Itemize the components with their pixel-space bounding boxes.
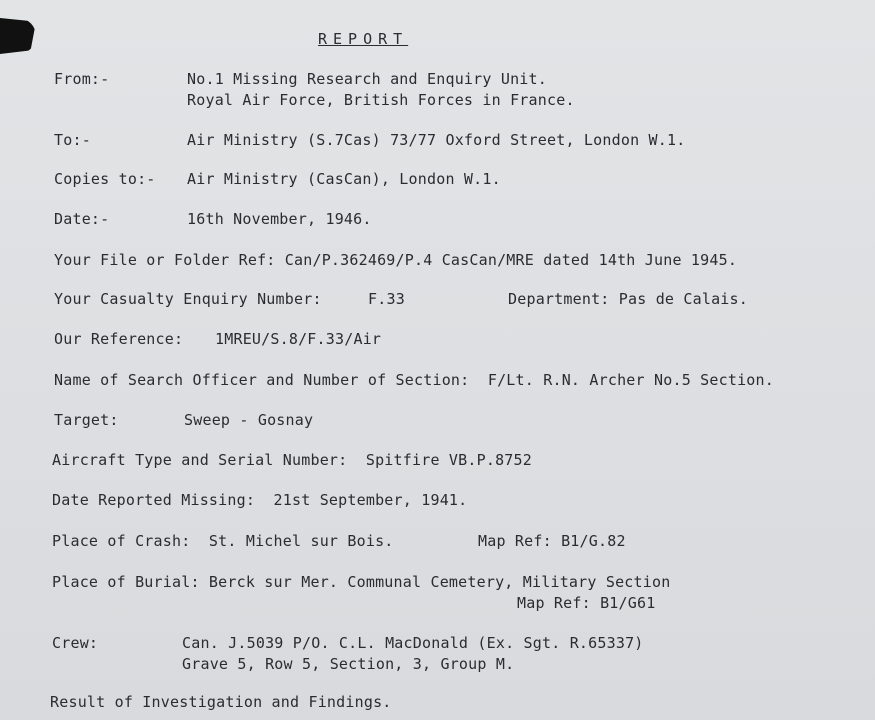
to-value: Air Ministry (S.7Cas) 73/77 Oxford Street, London W.1. [187,131,686,149]
place-of-burial: Place of Burial: Berck sur Mer. Communal Cemetery, Military Section [52,573,671,591]
punch-hole-mark [0,18,36,54]
target-label: Target: [54,411,119,429]
date-value: 16th November, 1946. [187,210,372,228]
from-label: From:- [54,70,110,88]
target-value: Sweep - Gosnay [184,411,314,429]
date-label: Date:- [54,210,110,228]
place-of-crash: Place of Crash: St. Michel sur Bois. [52,532,394,550]
search-officer: Name of Search Officer and Number of Section: F/Lt. R.N. Archer No.5 Section. [54,371,774,389]
from-line-2: Royal Air Force, British Forces in France. [187,91,575,109]
crash-map-ref: Map Ref: B1/G.82 [478,532,626,550]
result-heading: Result of Investigation and Findings. [50,693,392,711]
casualty-number: F.33 [368,290,405,308]
crew-line-1: Can. J.5039 P/O. C.L. MacDonald (Ex. Sgt. R.65337) [182,634,644,652]
from-line-1: No.1 Missing Research and Enquiry Unit. [187,70,547,88]
copies-label: Copies to:- [54,170,156,188]
crew-label: Crew: [52,634,99,652]
date-missing: Date Reported Missing: 21st September, 1941. [52,491,468,509]
department: Department: Pas de Calais. [508,290,748,308]
file-ref: Your File or Folder Ref: Can/P.362469/P.4 CasCan/MRE dated 14th June 1945. [54,251,738,269]
casualty-label: Your Casualty Enquiry Number: [54,290,322,308]
our-ref-value: 1MREU/S.8/F.33/Air [215,330,382,348]
burial-map-ref: Map Ref: B1/G61 [517,594,656,612]
crew-line-2: Grave 5, Row 5, Section, 3, Group M. [182,655,515,673]
copies-value: Air Ministry (CasCan), London W.1. [187,170,501,188]
to-label: To:- [54,131,91,149]
our-ref-label: Our Reference: [54,330,184,348]
aircraft-type: Aircraft Type and Serial Number: Spitfire VB.P.8752 [52,451,532,469]
report-title: REPORT [318,30,409,48]
